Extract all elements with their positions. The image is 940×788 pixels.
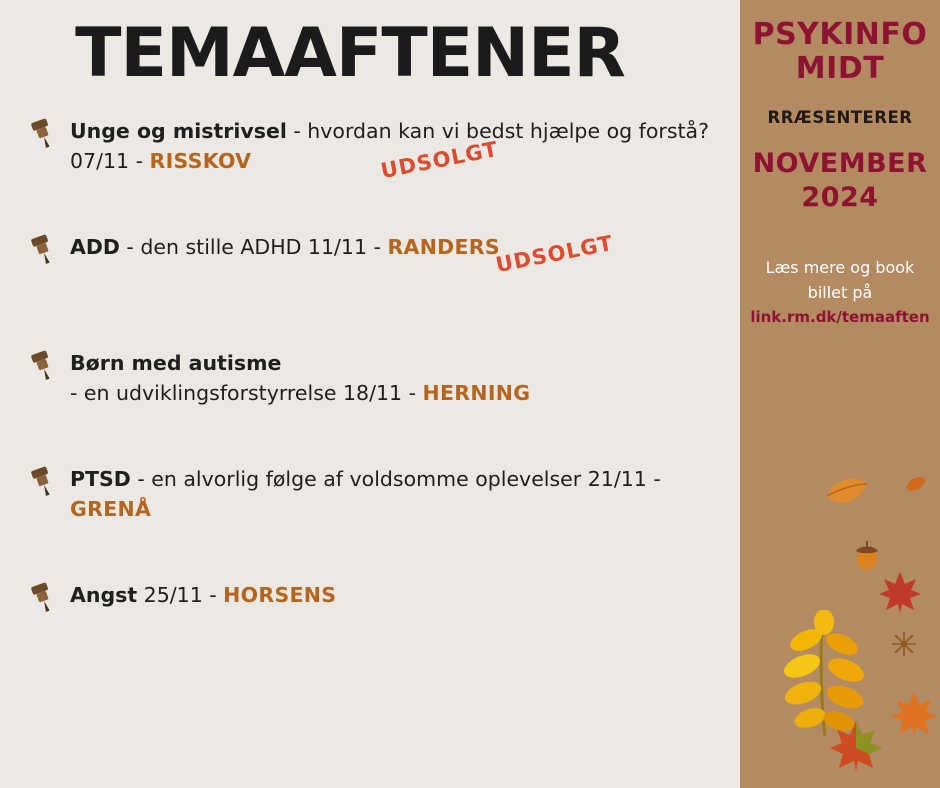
event-desc: - en alvorlig følge af voldsomme oplevelser 21/11 -	[130, 467, 661, 491]
list-item	[26, 115, 740, 231]
pushpin-icon	[26, 231, 70, 267]
event-desc: 25/11 -	[137, 583, 224, 607]
event-title: Unge og mistrivsel	[70, 119, 287, 143]
page-title: TEMAAFTENER	[75, 14, 625, 93]
event-title: Børn med autisme	[70, 351, 282, 375]
date-block	[740, 147, 940, 215]
month-label: NOVEMBER	[752, 148, 928, 179]
list-item	[26, 347, 740, 463]
seed-icon	[890, 630, 918, 658]
pushpin-icon	[26, 579, 70, 615]
booking-info	[740, 255, 940, 330]
list-item	[26, 579, 740, 691]
booking-line-1: Læs mere og book	[765, 258, 915, 277]
year-label: 2024	[801, 182, 879, 213]
leaf-icon	[903, 472, 929, 498]
event-text	[70, 579, 336, 610]
brand-line-2: MIDT	[795, 51, 885, 86]
event-city: HORSENS	[223, 583, 337, 607]
booking-line-2: billet på	[807, 283, 873, 302]
acorn-icon	[850, 538, 884, 572]
pushpin-icon	[26, 347, 70, 383]
event-city: RISSKOV	[149, 149, 252, 173]
maple-leaf-icon	[878, 570, 922, 614]
status-badge: UDSOLGT	[493, 230, 616, 278]
event-desc: - den stille ADHD 11/11 -	[119, 235, 388, 259]
pushpin-icon	[26, 463, 70, 499]
event-city: GRENÅ	[70, 497, 152, 521]
status-badge: UDSOLGT	[378, 136, 501, 184]
sidebar	[740, 0, 940, 788]
event-city: RANDERS	[387, 235, 500, 259]
maple-leaf-icon	[890, 690, 938, 738]
leaf-icon	[822, 470, 872, 516]
maple-leaf-icon	[828, 718, 884, 774]
event-title: Angst	[70, 583, 138, 607]
list-item	[26, 231, 740, 347]
event-text	[70, 347, 530, 408]
booking-link[interactable]: link.rm.dk/temaaften	[750, 308, 930, 326]
event-text	[70, 115, 740, 184]
event-title: ADD	[70, 235, 120, 259]
event-desc: - en udviklingsforstyrrelse 18/11 -	[70, 381, 423, 405]
event-title: PTSD	[70, 467, 131, 491]
event-desc: - hvordan kan vi bedst hjælpe og forstå? 07/11 -	[70, 119, 709, 173]
event-text	[70, 230, 616, 278]
pushpin-icon	[26, 115, 70, 151]
event-list	[0, 115, 740, 691]
list-item	[26, 463, 740, 579]
presents-label: RRÆSENTERER	[767, 108, 913, 127]
event-city: HERNING	[422, 381, 531, 405]
event-text	[70, 463, 740, 524]
brand-name	[740, 18, 940, 86]
brand-line-1: PSYKINFO	[752, 17, 928, 52]
